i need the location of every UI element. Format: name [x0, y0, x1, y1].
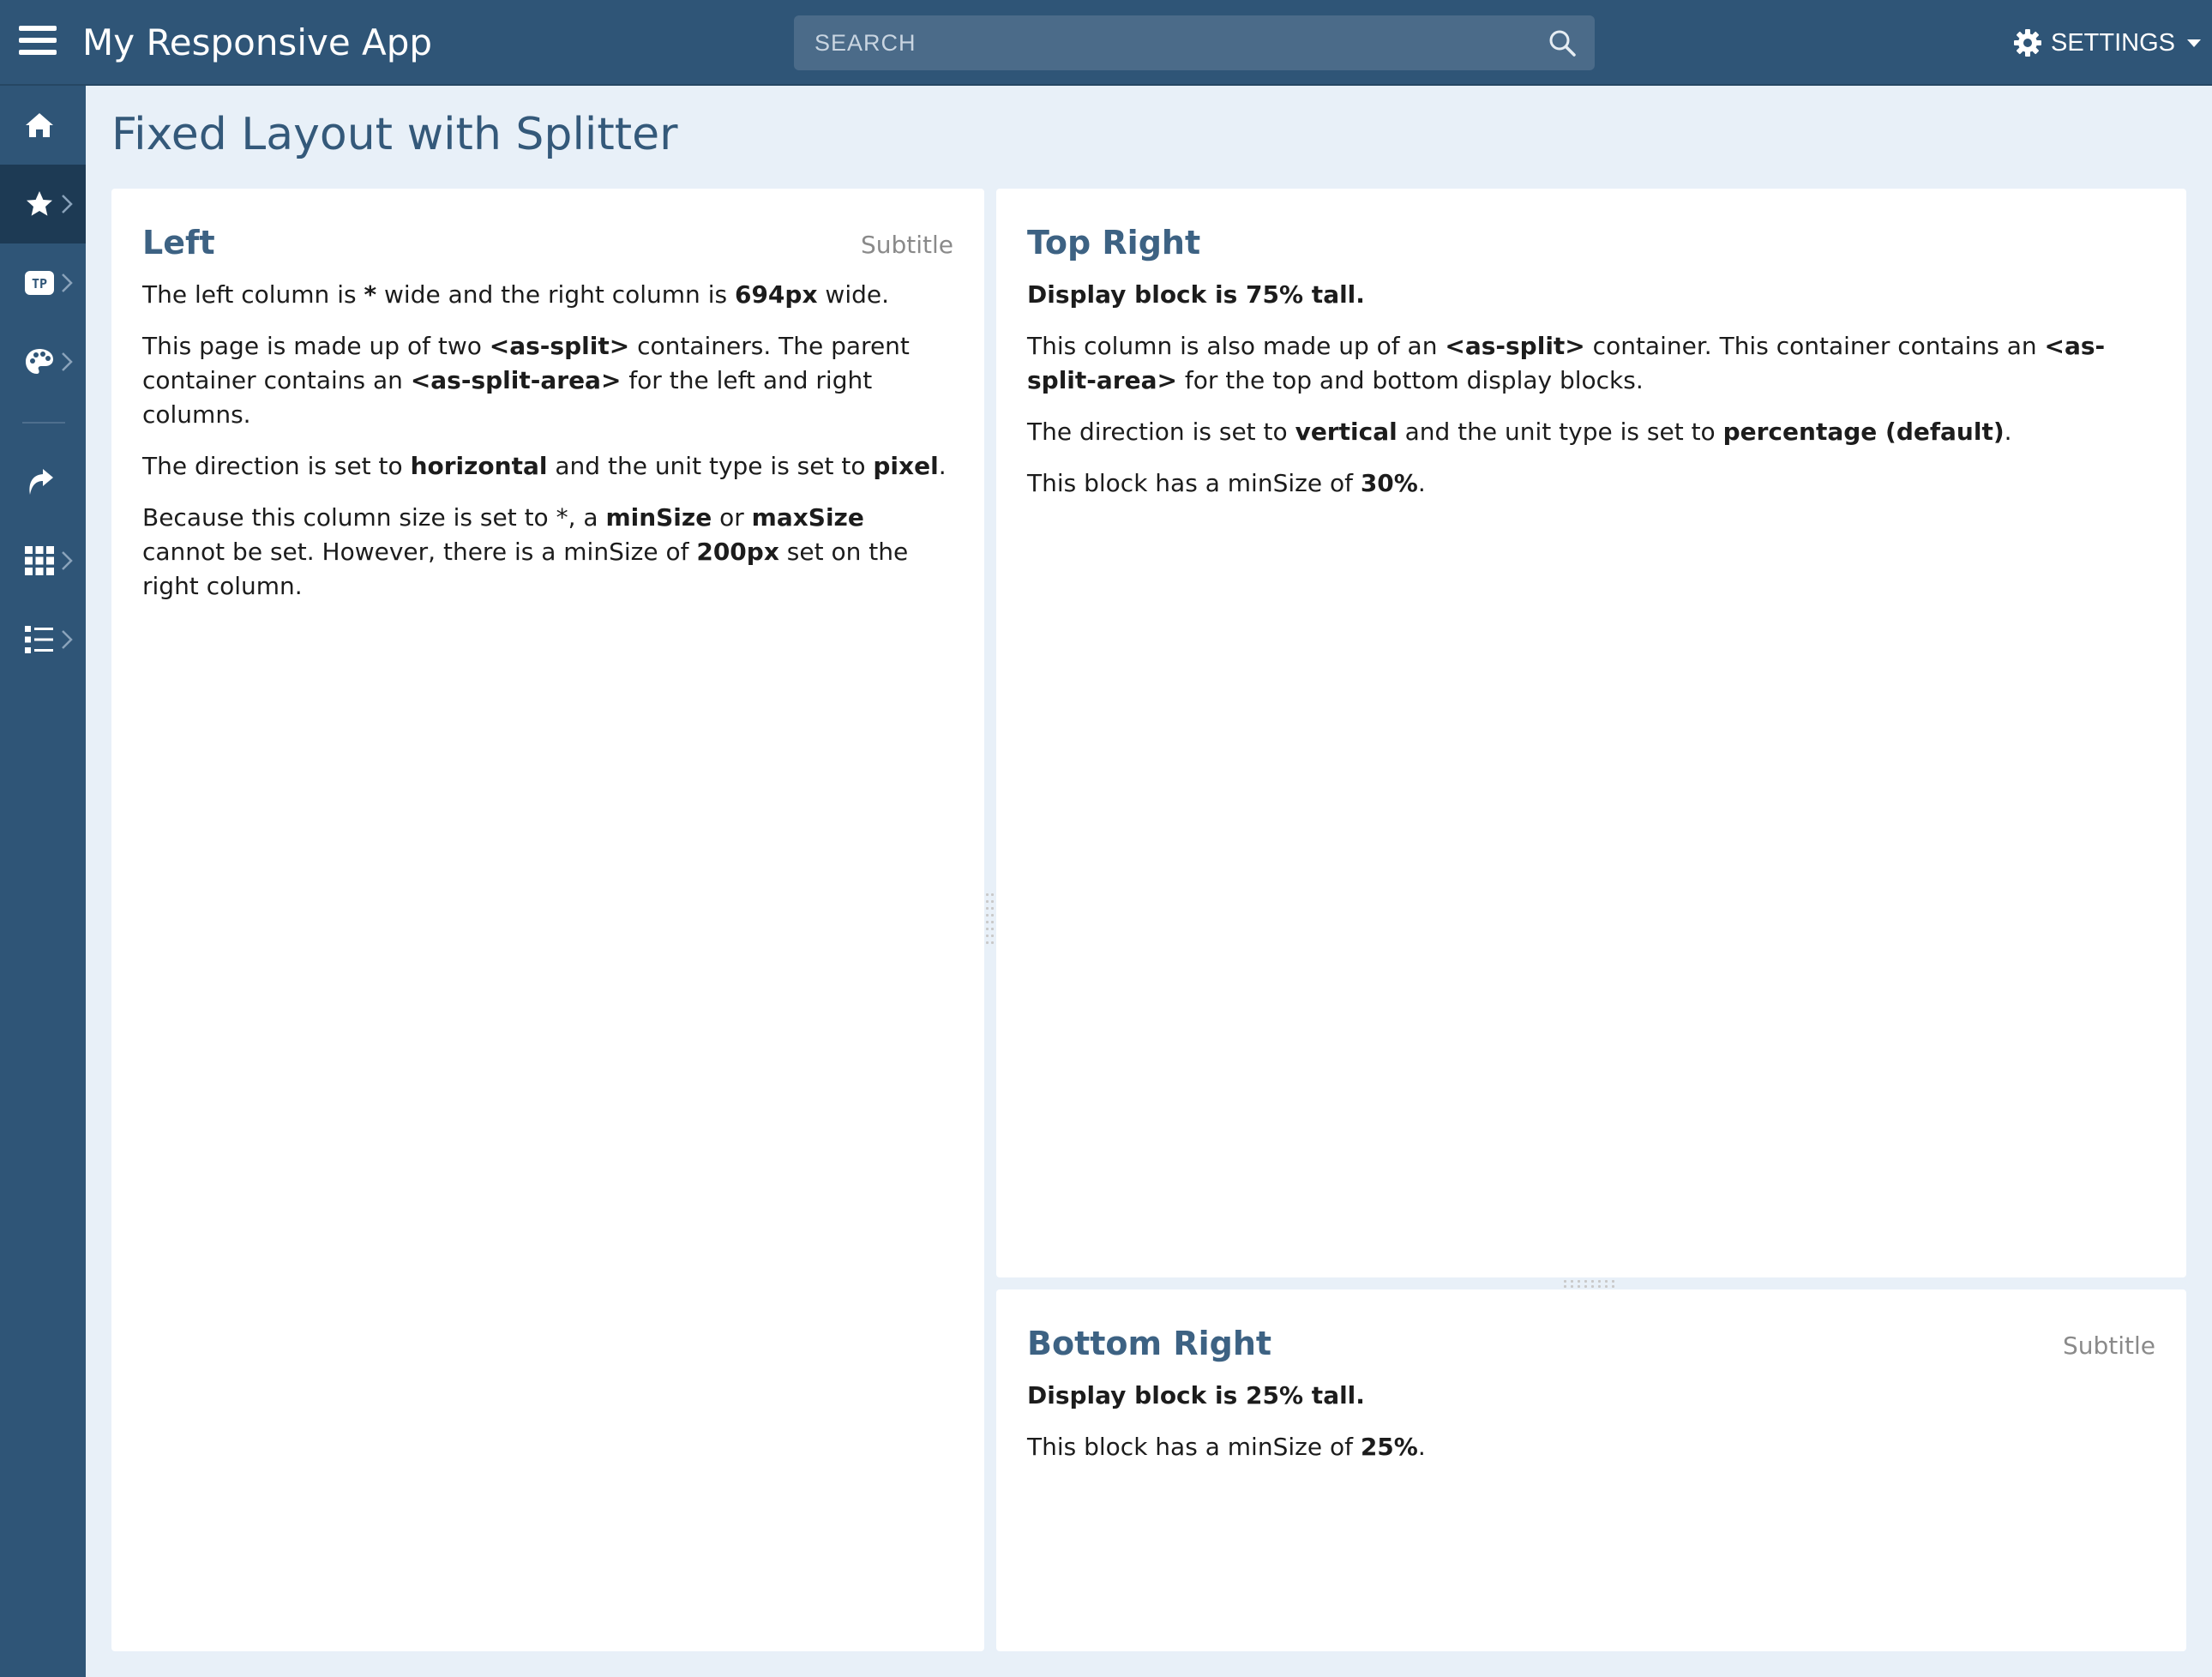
card-subtitle: Subtitle [860, 231, 953, 259]
vertical-splitter-gutter[interactable] [984, 892, 996, 948]
card-body [1027, 278, 2155, 518]
sidebar-item-favorites[interactable] [0, 165, 86, 243]
settings-label: SETTINGS [2051, 29, 2176, 57]
paragraph: Display block is 75% tall. [1027, 280, 1365, 309]
card-header [142, 221, 953, 264]
chevron-right-icon [60, 193, 74, 215]
star-icon [24, 189, 55, 219]
card-title: Bottom Right [1027, 1325, 1272, 1362]
card-header [1027, 1322, 2155, 1365]
hamburger-menu-icon[interactable] [19, 26, 57, 60]
paragraph: Because this column size is set to *, a minSize or maxSize cannot be set. However, there is a minSize of 200px set on the right column. [142, 503, 909, 600]
sidebar-item-palette[interactable] [0, 322, 86, 401]
horizontal-splitter-gutter[interactable] [1562, 1277, 1619, 1289]
grid-icon [24, 545, 55, 576]
page-title: Fixed Layout with Splitter [111, 109, 678, 160]
top-header [0, 0, 2212, 86]
left-card [111, 189, 984, 1651]
card-body [1027, 1379, 2155, 1482]
sidebar-item-home[interactable] [0, 86, 86, 165]
settings-menu[interactable] [2013, 22, 2201, 63]
palette-icon [24, 346, 55, 377]
sidebar [0, 86, 86, 1677]
gear-icon [2013, 28, 2042, 57]
paragraph: This block has a minSize of 30%. [1027, 469, 1426, 497]
chevron-right-icon [60, 351, 74, 373]
card-body [142, 278, 953, 621]
list-icon [24, 624, 55, 655]
home-icon [24, 110, 55, 141]
top-right-card [996, 189, 2186, 1277]
chevron-right-icon [60, 550, 74, 572]
paragraph: The direction is set to horizontal and the unit type is set to pixel. [142, 452, 947, 480]
sidebar-item-grid[interactable] [0, 521, 86, 600]
paragraph: The left column is * wide and the right column is 694px wide. [142, 280, 890, 309]
chevron-right-icon [60, 628, 74, 651]
card-title: Left [142, 224, 215, 261]
chevron-right-icon [60, 272, 74, 294]
sidebar-item-share[interactable] [0, 442, 86, 521]
bottom-right-card [996, 1289, 2186, 1651]
paragraph: Display block is 25% tall. [1027, 1381, 1365, 1410]
tp-icon-label: TP [31, 276, 48, 292]
app-title[interactable]: My Responsive App [82, 21, 433, 63]
caret-down-icon [2187, 39, 2201, 47]
card-title: Top Right [1027, 224, 1201, 261]
search-icon[interactable] [1547, 27, 1578, 58]
search-input[interactable] [794, 15, 1531, 70]
tp-icon [24, 267, 55, 298]
card-header [1027, 221, 2155, 264]
paragraph: This page is made up of two <as-split> containers. The parent container contains an <as-split-area> for the left and right columns. [142, 332, 910, 429]
paragraph: This column is also made up of an <as-split> container. This container contains an <as-split-area> for the top and bottom display blocks. [1027, 332, 2106, 394]
sidebar-item-tp[interactable] [0, 243, 86, 322]
card-subtitle: Subtitle [2062, 1331, 2155, 1360]
share-arrow-icon [24, 466, 55, 497]
paragraph: The direction is set to vertical and the unit type is set to percentage (default). [1027, 418, 2012, 446]
sidebar-divider [22, 422, 65, 424]
sidebar-item-list[interactable] [0, 600, 86, 679]
paragraph: This block has a minSize of 25%. [1027, 1433, 1426, 1461]
search-box [794, 15, 1595, 70]
